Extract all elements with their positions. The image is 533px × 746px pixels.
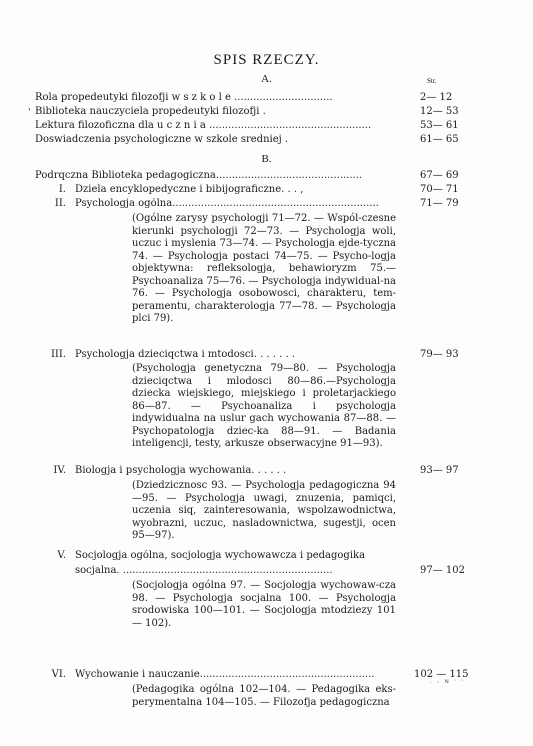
chapter-heading-6[interactable]: Wychowanie i nauczanie....................................................... <box>75 669 375 680</box>
toc-entry-a2[interactable]: Biblioteka nauczyciela propedeutyki filozofji . <box>35 106 266 117</box>
section-a-letter: A. <box>261 73 272 85</box>
chapter-numeral-1: I. <box>58 184 66 195</box>
ink-smudge: . : N ' ' <box>430 679 465 685</box>
section-b-letter: B. <box>261 153 272 165</box>
chapter-numeral-5: V. <box>57 550 66 561</box>
chapter-numeral-2: II. <box>54 198 66 209</box>
toc-pages-a2: 12— 53 <box>420 106 459 117</box>
chapter-details-2: (Ogólne zarysy psychologji 71—72. — Wspól-czesne kierunki psychologji 72—73. — Psychologja woli, uczuc i myslenia 73—74. — Psychologja ejde-tyczna 74. — Psychologja postaci 74—75. — Psycho-logja objektywna: refleksologja, behawioryzm 75.— Psychoanaliza 75—76. — Psychologja indywidual-na 76. — Psychologja osobowosci, charakteru, tem-peramentu, charakterologja 77—78. — Psychologja plci 79). <box>132 213 396 324</box>
chapter-numeral-6: VI. <box>51 669 66 680</box>
chapter-details-6: (Pedagogika ogólna 102—104. — Pedagogika eks-perymentalna 104—105. — Filozofja pedagogiczna <box>132 684 396 708</box>
chapter-details-4: (Dziedzicznosc 93. — Psychologja pedagogiczna 94—95. — Psychologja uwagi, znuzenia, pamiqci, uczenia siq, zainteresowania, wspolzawodnictwa, wyobrazni, uczuc, nasladownictwa, sugestji, ocen 95—97). <box>132 480 396 541</box>
toc-pages-a4: 61— 65 <box>420 134 459 145</box>
toc-pages-a1: 2— 12 <box>420 92 453 103</box>
chapter-pages-5: 97— 102 <box>420 565 465 576</box>
page-title: SPIS RZECZY. <box>213 52 320 68</box>
toc-entry-b-intro[interactable]: Podrqczna Biblioteka pedagogiczna.............................................. <box>35 170 363 181</box>
stray-mark: ' <box>28 108 31 118</box>
chapter-numeral-3: III. <box>50 349 66 360</box>
chapter-heading-4[interactable]: Biologja i psychologja wychowania. . . . . . <box>75 465 287 476</box>
toc-entry-a3[interactable]: Lektura filozoficzna dla u c z n i a ................................................... <box>35 120 372 131</box>
toc-pages-b-intro: 67— 69 <box>420 170 459 181</box>
chapter-heading-1[interactable]: Dziela encyklopedyczne i bibijograficzne. . . , <box>75 184 304 195</box>
chapter-numeral-4: IV. <box>53 465 66 476</box>
toc-entry-a4[interactable]: Doswiadczenia psychologiczne w szkole sredniej . <box>35 134 289 145</box>
toc-pages-a3: 53— 61 <box>420 120 459 131</box>
chapter-heading-5-cont[interactable]: socjalna. .................................................................. <box>75 565 333 576</box>
chapter-heading-3[interactable]: Psychologja dzieciqctwa i mtodosci. . . . . . . <box>75 349 296 360</box>
chapter-pages-1: 70— 71 <box>420 184 459 195</box>
chapter-details-5: (Socjologja ogólna 97. — Socjologja wychowaw-cza 98. — Psychologja socjalna 100. — Psychologja srodowiska 100—101. — Socjologja mtodziezy 101— 102). <box>132 580 396 629</box>
chapter-heading-5[interactable]: Socjologja ogólna, socjologja wychowawcza i pedagogika <box>75 550 366 561</box>
chapter-details-3: (Psychologja genetyczna 79—80. — Psychologja dzieciqctwa i mlodosci 80—86.—Psychologja dziecka wiejskiego, miejskiego i proletarjackiego 86—87. — Psychoanaliza i psychologja indywidualna na uslur gach wychowania 87—88. — Psychopatologja dziec-ka 88—91. — Badania inteligencji, testy, arkusze obserwacyjne 91—93). <box>132 363 396 449</box>
chapter-pages-4: 93— 97 <box>420 465 459 476</box>
chapter-pages-3: 79— 93 <box>420 349 459 360</box>
chapter-heading-2[interactable]: Psychologja ogólna................................................................. <box>75 198 379 209</box>
chapter-pages-6: 102 — 115 <box>414 669 469 680</box>
pages-column-label: Str. <box>427 77 437 85</box>
toc-entry-a1[interactable]: Rola propedeutyki filozofji w s z k o l e ............................... <box>35 92 333 103</box>
chapter-pages-2: 71— 79 <box>420 198 459 209</box>
